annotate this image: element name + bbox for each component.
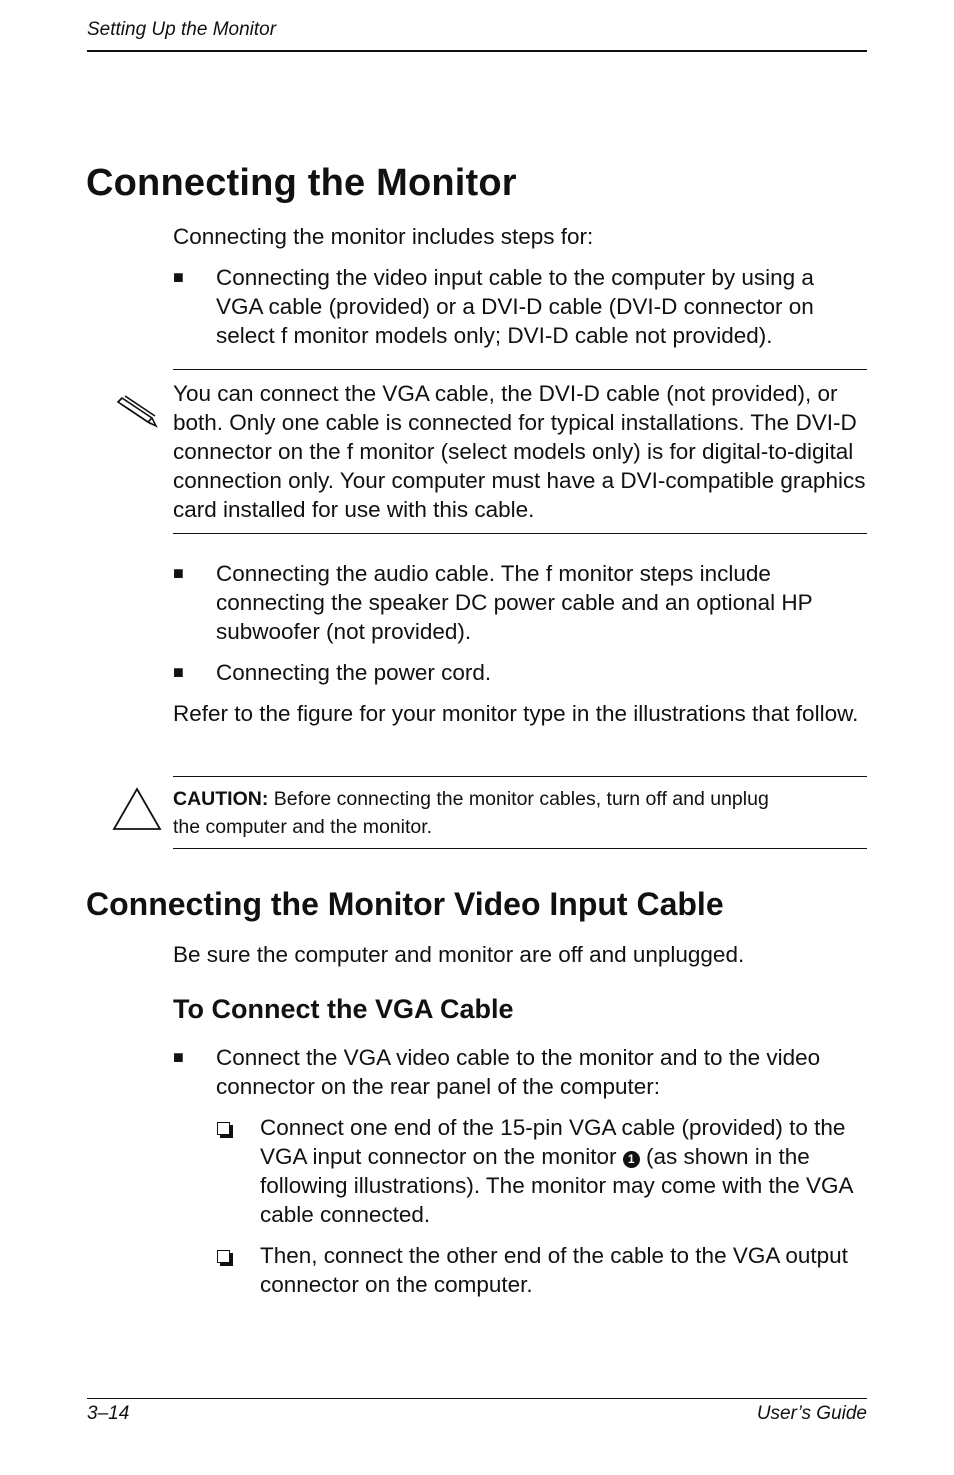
sub-list-item-text [260,1113,864,1229]
sub-list-item-text: Then, connect the other end of the cable to the VGA output connector on the computer. [260,1243,848,1297]
list-item [173,658,863,687]
hollow-box-bullet-icon [216,1113,260,1229]
caution-text [173,785,793,841]
caution-top-rule [173,776,867,777]
caution-bottom-rule [173,848,867,849]
hollow-box-bullet-icon [216,1241,260,1299]
caution-triangle-icon [112,786,162,832]
list-item [173,263,863,350]
square-bullet-icon: ■ [173,267,184,287]
pencil-note-icon [112,386,164,430]
list-item-text: Connecting the audio cable. The f monitor steps include connecting the speaker DC power cable and an optional HP subwoofer (not provided). [216,561,813,644]
guide-name: User’s Guide [756,1403,867,1424]
caution-message: Before connecting the monitor cables, turn off and unplug the computer and the monitor. [173,788,769,838]
note-bottom-rule [173,533,867,534]
list-item [173,559,863,646]
sub-item-text-part1: Connect one end of the 15-pin VGA cable (provided) to the VGA input connector on the monitor [260,1115,846,1169]
intro-paragraph: Connecting the monitor includes steps for: [173,224,594,249]
sub-list-item [216,1241,864,1299]
square-bullet-icon: ■ [173,1047,184,1067]
procedure-title: To Connect the VGA Cable [173,994,514,1024]
square-bullet-icon: ■ [173,662,184,682]
note-top-rule [173,369,867,370]
footer-rule [87,1398,867,1399]
list-item-text: Connecting the video input cable to the computer by using a VGA cable (provided) or a DVI-D cable (DVI-D connector on select f monitor models only; DVI-D cable not provided). [216,265,814,348]
section-title: Connecting the Monitor [86,162,517,204]
subsection-title: Connecting the Monitor Video Input Cable [86,886,724,922]
sub-item-text-part2: (as shown in the following illustrations). The monitor may come with the VGA cable connected. [260,1144,853,1227]
running-header: Setting Up the Monitor [87,19,277,40]
page-number: 3–14 [87,1403,130,1424]
callout-number-icon: 1 [623,1151,640,1168]
list-item-text: Connect the VGA video cable to the monitor and to the video connector on the rear panel of the computer: [216,1045,821,1099]
subsection-intro: Be sure the computer and monitor are off and unplugged. [173,942,745,967]
sub-list-item [216,1113,864,1229]
header-rule [87,50,867,52]
list-item [173,1043,863,1101]
caution-label: CAUTION: [173,788,269,810]
list-item-text: Connecting the power cord. [216,660,492,685]
note-text: You can connect the VGA cable, the DVI-D cable (not provided), or both. Only one cable is connected for typical installations. The DVI-D connector on the f monitor (select models only) is for digital-to-digital connection only. Your computer must have a DVI-compatible graphics card installed for use with this cable. [173,381,866,522]
refer-paragraph: Refer to the figure for your monitor type in the illustrations that follow. [173,701,859,726]
square-bullet-icon: ■ [173,563,184,583]
